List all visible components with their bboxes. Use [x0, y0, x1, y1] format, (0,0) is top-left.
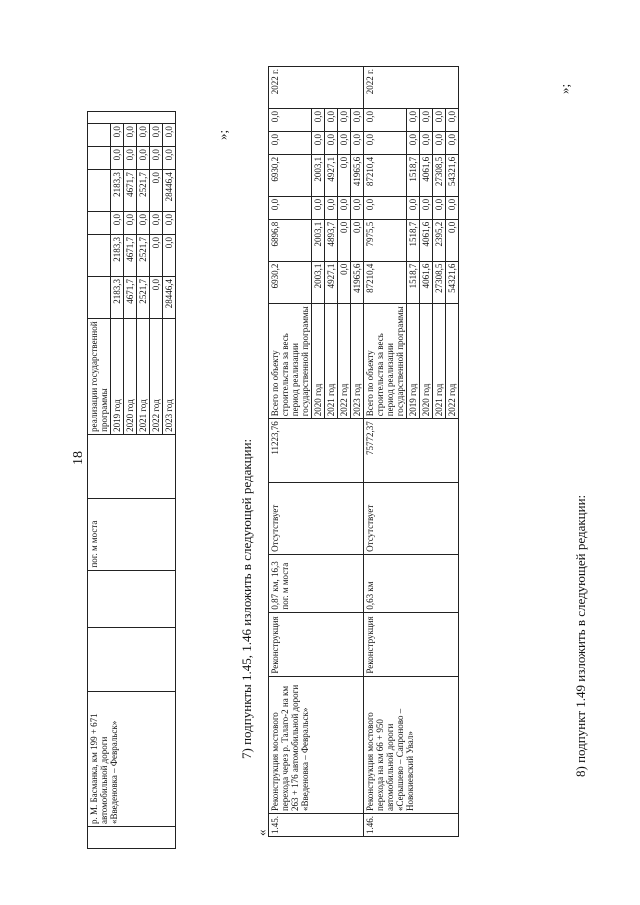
table-cell: 2395,2 — [433, 219, 446, 261]
table-cell: 0,0 — [150, 235, 163, 277]
table-cell: 2003,1 — [312, 261, 325, 303]
table-cell: 2521,7 — [137, 170, 150, 212]
instruction-8: 8) подпункт 1.49 изложить в следующей редакции: — [573, 494, 588, 777]
table-cell: 28446,4 — [163, 170, 176, 212]
table-cell: 0,0 — [338, 261, 351, 303]
table-cell: 54321,6 — [446, 261, 459, 303]
table-cell: 0,0 — [433, 109, 446, 132]
table-cell: 0,0 — [351, 196, 364, 219]
table-cell: Реконструкция мостового перехода на км 66 + 950 автомобильной дороги «Серышево – Сапроново – Новокиевский Увал» — [364, 676, 459, 813]
table-cell: 0,0 — [338, 196, 351, 219]
table-row — [88, 112, 111, 849]
table-cell: 0,0 — [150, 147, 163, 170]
table-cell: 2020 год — [124, 318, 137, 434]
table-cell: 0,0 — [111, 212, 124, 235]
table-cell — [88, 276, 111, 318]
table-cell: 2023 год — [351, 303, 364, 419]
table-cell: 1518,7 — [407, 261, 420, 303]
table-cell: Реконструкция — [364, 612, 459, 676]
table-cell: 2003,1 — [312, 219, 325, 261]
table-cell: реализации государственной программы — [88, 318, 111, 434]
table-cell: 0,0 — [364, 109, 407, 132]
table-cell: 4893,7 — [325, 219, 338, 261]
table-cell: 0,0 — [351, 131, 364, 154]
table-cell: 0,0 — [351, 219, 364, 261]
table-cell: 0,0 — [150, 170, 163, 212]
table-cell: 0,87 км, 16,3 пог. м моста — [269, 554, 364, 612]
table-cell: 4927,1 — [325, 154, 338, 196]
table-cell: Реконструкция — [269, 612, 364, 676]
table-cell: 4671,7 — [124, 170, 137, 212]
table-cell: 1518,7 — [407, 219, 420, 261]
table-cell: 0,0 — [351, 109, 364, 132]
table-cell — [88, 827, 176, 849]
table-cell: 0,0 — [325, 109, 338, 132]
table-cell: 0,0 — [407, 196, 420, 219]
table-cell: 0,0 — [407, 131, 420, 154]
main-table-body — [269, 67, 459, 837]
table-cell: 2022 г. — [269, 67, 364, 109]
table-cell: 0,0 — [407, 109, 420, 132]
open-quote: « — [254, 829, 269, 836]
table-cell: 1.46. — [364, 814, 459, 837]
table-cell: 0,0 — [150, 212, 163, 235]
table-cell: 1.45. — [269, 814, 364, 837]
top-table — [87, 111, 176, 849]
table-cell: 0,0 — [420, 196, 433, 219]
table-cell: 87210,4 — [364, 261, 407, 303]
table-cell: 0,0 — [163, 235, 176, 277]
table-cell: 0,0 — [124, 124, 137, 147]
table-cell: 6930,2 — [269, 261, 312, 303]
table-cell: 27308,5 — [433, 154, 446, 196]
table-cell: 0,0 — [312, 196, 325, 219]
table-cell: 4927,1 — [325, 261, 338, 303]
table-cell: 0,0 — [364, 196, 407, 219]
table-cell: 4061,6 — [420, 219, 433, 261]
top-table-body — [88, 112, 176, 849]
table-cell: Отсутствует — [364, 483, 459, 555]
table-cell: 2019 год — [407, 303, 420, 419]
table-cell: 75772,37 — [364, 419, 459, 483]
table-cell: 0,0 — [163, 124, 176, 147]
table-cell: 0,0 — [137, 124, 150, 147]
table-cell: 0,0 — [420, 131, 433, 154]
table-cell: Всего по объекту строительства за весь период реализации государственной программы — [364, 303, 407, 419]
table-cell: 41965,6 — [351, 261, 364, 303]
instruction-7: 7) подпункты 1.45, 1.46 изложить в следующей редакции: — [239, 438, 254, 759]
table-row — [269, 67, 312, 837]
table-cell: 0,0 — [163, 212, 176, 235]
table-cell: пог. м моста — [88, 498, 176, 570]
table-cell: 11223,76 — [269, 419, 364, 483]
close-quote-top: »; — [215, 129, 230, 140]
table-cell: 0,0 — [124, 147, 137, 170]
table-cell: 2183,3 — [111, 170, 124, 212]
table-cell: 2521,7 — [137, 235, 150, 277]
table-cell: 0,0 — [420, 109, 433, 132]
table-cell — [88, 112, 176, 124]
table-cell — [88, 170, 111, 212]
table-cell: 2019 год — [111, 318, 124, 434]
table-cell: 6930,2 — [269, 154, 312, 196]
table-cell: 2022 г. — [364, 67, 459, 109]
table-cell: 0,0 — [150, 124, 163, 147]
table-cell: Отсутствует — [269, 483, 364, 555]
table-cell: 0,0 — [111, 124, 124, 147]
table-cell: 0,0 — [111, 147, 124, 170]
table-cell: 0,0 — [446, 196, 459, 219]
table-cell: 0,0 — [124, 212, 137, 235]
table-cell: 2021 год — [433, 303, 446, 419]
table-cell: 0,0 — [269, 196, 312, 219]
table-cell: 0,0 — [269, 131, 312, 154]
table-cell: 0,0 — [163, 147, 176, 170]
table-cell: 2021 год — [137, 318, 150, 434]
table-cell — [88, 628, 176, 692]
table-cell: 0,0 — [433, 131, 446, 154]
table-cell: 2021 год — [325, 303, 338, 419]
table-cell: 0,63 км — [364, 554, 459, 612]
page-number: 18 — [71, 451, 86, 465]
table-cell: 2020 год — [312, 303, 325, 419]
table-cell: 0,0 — [338, 131, 351, 154]
table-cell — [88, 147, 111, 170]
table-cell: 28446,4 — [163, 276, 176, 318]
table-cell: 0,0 — [338, 219, 351, 261]
table-cell: 0,0 — [312, 131, 325, 154]
main-table — [268, 66, 459, 837]
table-cell: 2020 год — [420, 303, 433, 419]
table-cell: 0,0 — [446, 219, 459, 261]
table-cell: 0,0 — [446, 109, 459, 132]
table-cell: р. М. Басманка, км 199 + 671 автомобильной дороги «Введеновка – Февральск» — [88, 692, 176, 827]
table-cell: 0,0 — [364, 131, 407, 154]
table-cell: 0,0 — [446, 131, 459, 154]
table-cell — [88, 124, 111, 147]
table-cell: 7975,5 — [364, 219, 407, 261]
table-cell: 2022 год — [150, 318, 163, 434]
table-cell: 2003,1 — [312, 154, 325, 196]
table-row — [364, 67, 407, 837]
close-quote: »; — [557, 83, 572, 94]
table-cell — [88, 235, 111, 277]
table-cell: 41965,6 — [351, 154, 364, 196]
table-cell: 54321,6 — [446, 154, 459, 196]
table-cell: Реконструкция мостового перехода через р. Талаго-2 на км 263 + 176 автомобильной дороги «Введеновка – Февральск» — [269, 676, 364, 813]
table-cell: 0,0 — [312, 109, 325, 132]
table-cell: 4671,7 — [124, 235, 137, 277]
table-cell: 4061,6 — [420, 154, 433, 196]
table-cell: 0,0 — [338, 109, 351, 132]
table-cell: 87210,4 — [364, 154, 407, 196]
table-cell — [88, 434, 176, 498]
table-cell: 2183,3 — [111, 235, 124, 277]
table-cell: 0,0 — [150, 276, 163, 318]
table-cell: 0,0 — [433, 196, 446, 219]
table-cell — [88, 570, 176, 628]
table-cell: 6896,8 — [269, 219, 312, 261]
table-cell: Всего по объекту строительства за весь период реализации государственной программы — [269, 303, 312, 419]
table-cell: 4061,6 — [420, 261, 433, 303]
table-cell: 2022 год — [338, 303, 351, 419]
table-cell: 1518,7 — [407, 154, 420, 196]
table-cell: 2183,3 — [111, 276, 124, 318]
table-cell: 0,0 — [137, 212, 150, 235]
table-cell: 2023 год — [163, 318, 176, 434]
table-cell: 0,0 — [137, 147, 150, 170]
table-cell: 0,0 — [325, 131, 338, 154]
table-cell: 2521,7 — [137, 276, 150, 318]
table-cell: 0,0 — [325, 196, 338, 219]
table-cell: 27308,5 — [433, 261, 446, 303]
table-cell: 0,0 — [269, 109, 312, 132]
table-cell: 0,0 — [338, 154, 351, 196]
table-cell: 4671,7 — [124, 276, 137, 318]
table-cell — [88, 212, 111, 235]
table-cell: 2022 год — [446, 303, 459, 419]
